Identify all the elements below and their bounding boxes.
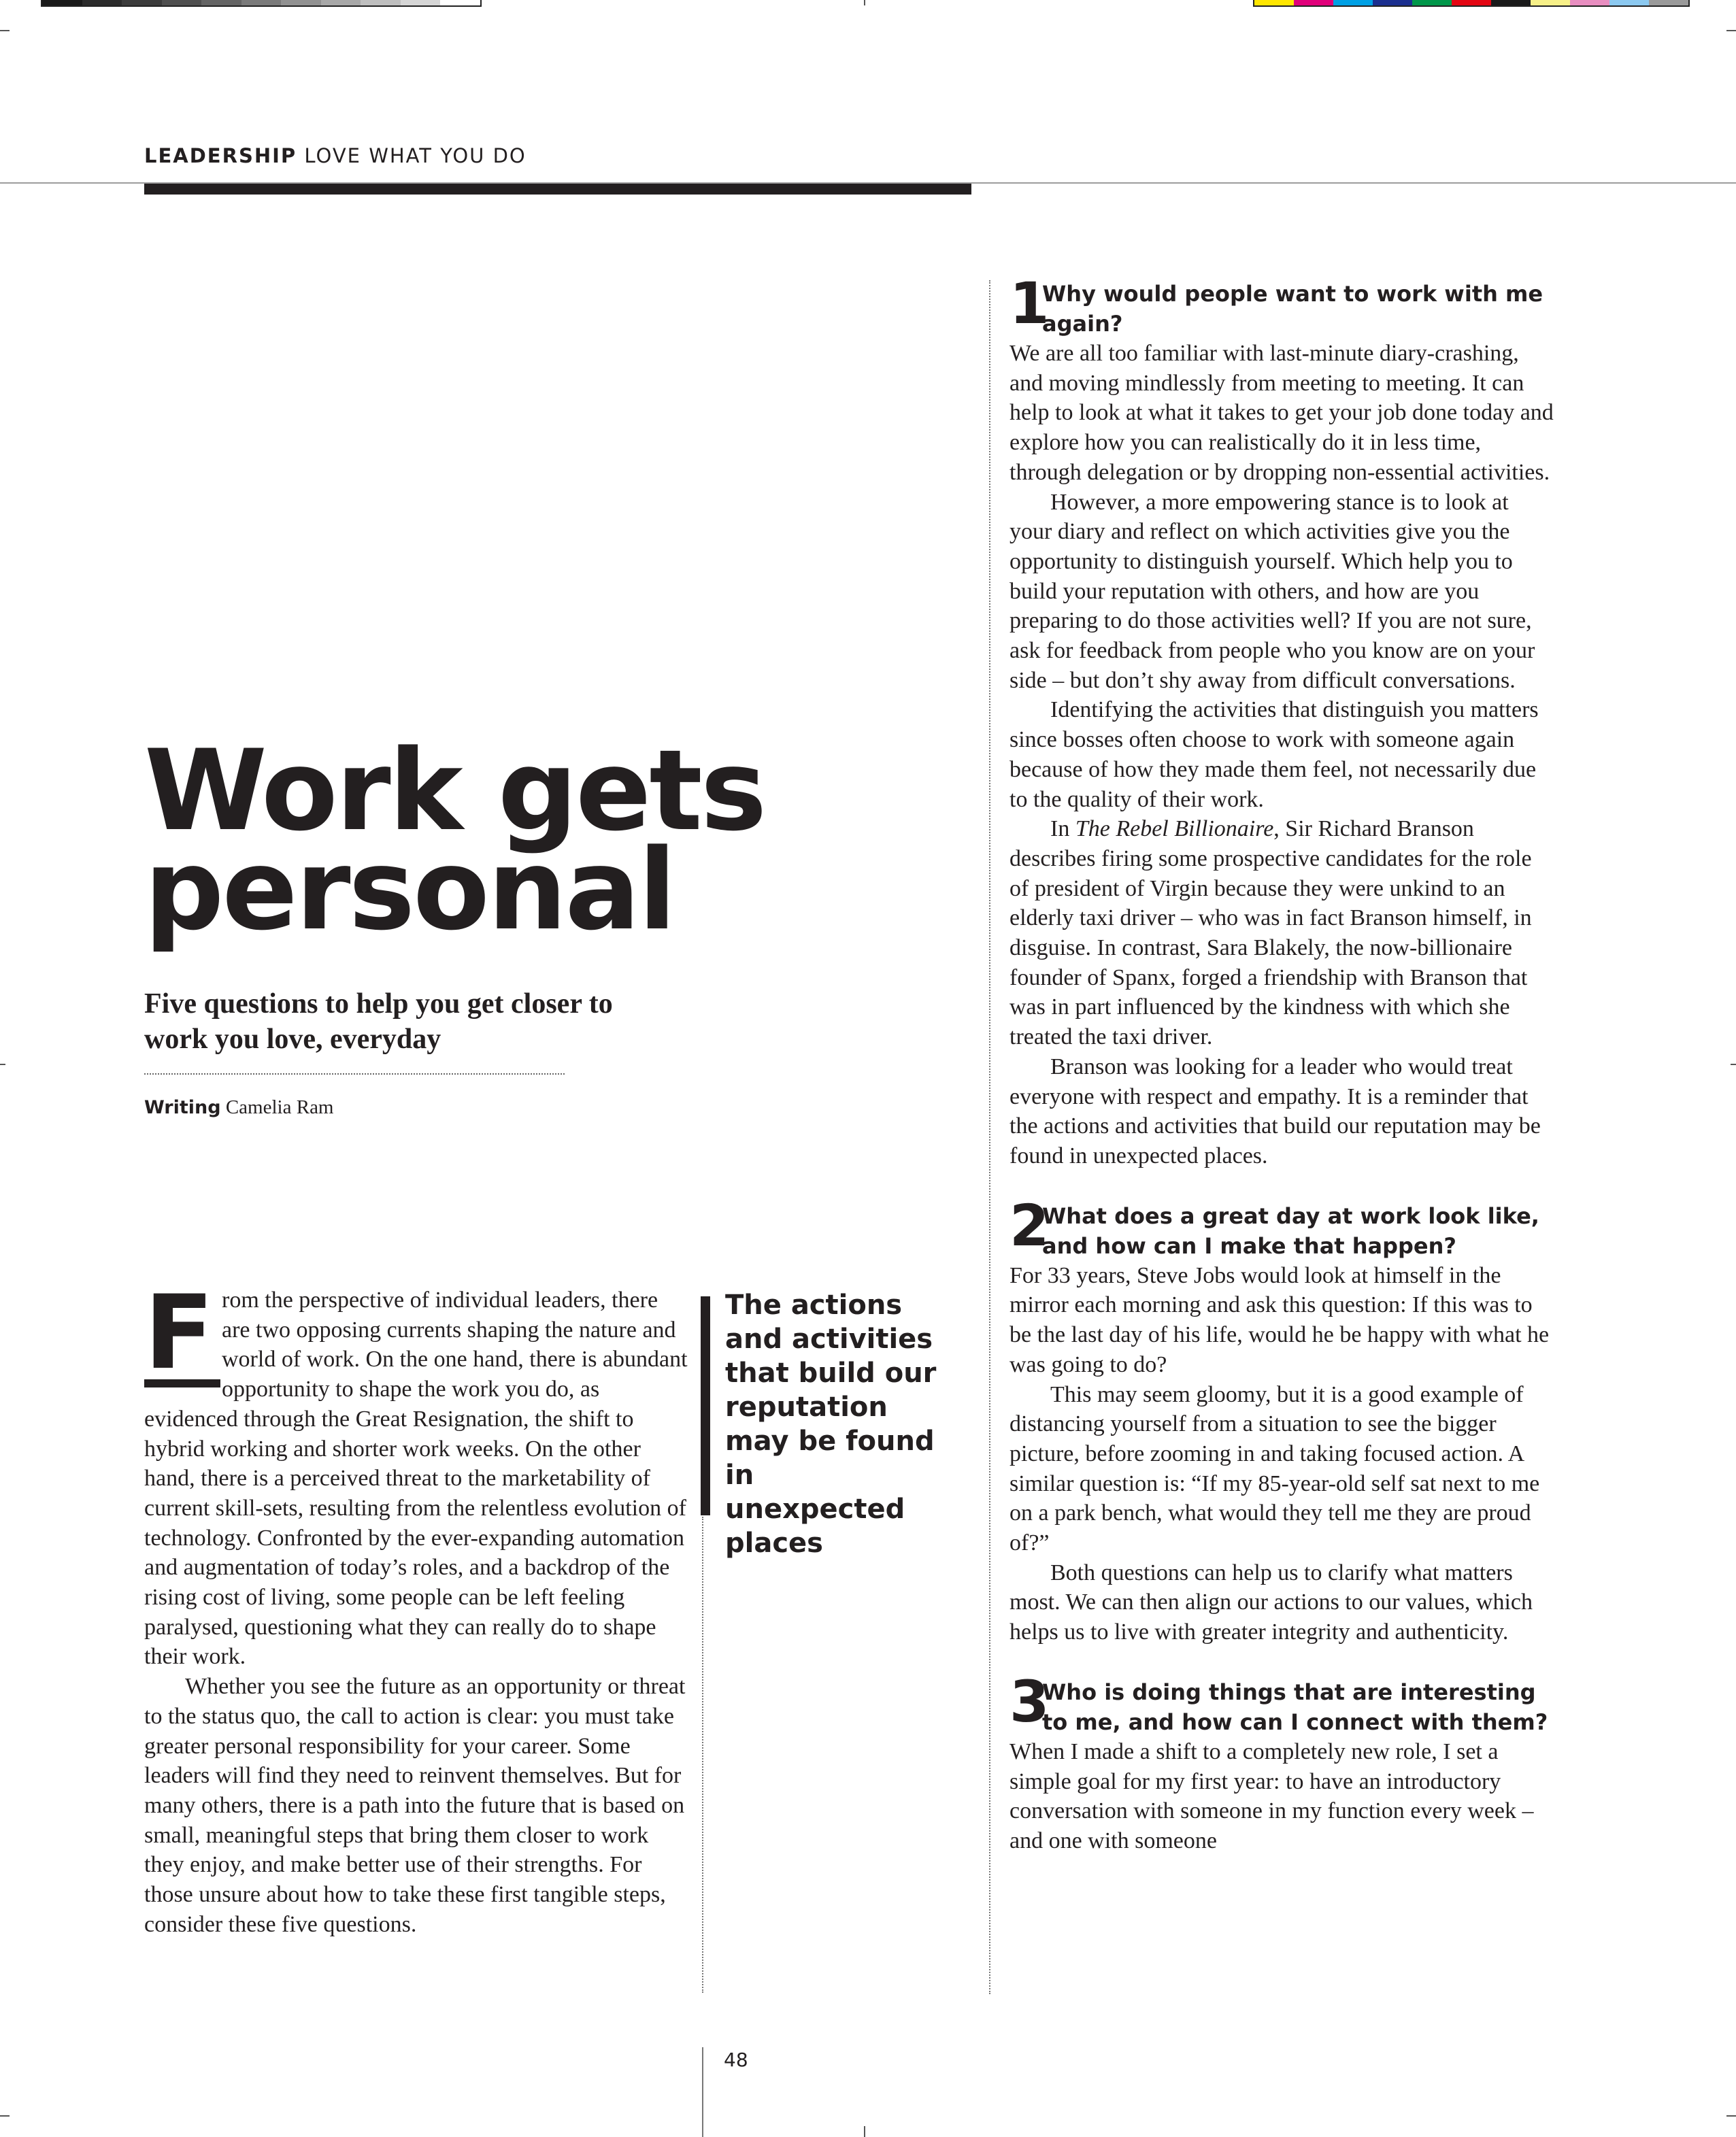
crop-mark: [864, 0, 865, 5]
color-bar-left: [41, 0, 482, 7]
question-1-paragraph: [1009, 814, 1554, 1052]
color-swatch: [162, 0, 202, 5]
crop-mark: [0, 1064, 5, 1065]
standfirst: Five questions to help you get closer to work you love, everyday: [144, 988, 613, 1055]
color-swatch: [1649, 0, 1688, 5]
color-swatch: [1294, 0, 1333, 5]
question-3-paragraph: When I made a shift to a completely new role, I set a simple goal for my first year: to have an introductory conversation with someone in my function every week – and one with someone: [1009, 1738, 1534, 1853]
section-label: LEADERSHIP: [144, 144, 297, 167]
question-2-heading: [1009, 1192, 1554, 1261]
question-number: 2: [1009, 1192, 1050, 1259]
title-line-1: Work gets: [144, 726, 765, 856]
question-1-paragraph: However, a more empowering stance is to look at your diary and reflect on which activities give you the opportunity to distinguish yourself. Which help you to build your reputation with others, and how are you preparing to do those activities well? If you are not sure, ask for feedback from people who you know are on your side – but don’t shy away from difficult conversations.: [1009, 489, 1535, 693]
dotted-divider: [144, 1073, 565, 1075]
question-text: Why would people want to work with me again?: [1042, 281, 1543, 337]
title-line-2: personal: [144, 825, 675, 955]
question-1-paragraph: We are all too familiar with last-minute diary-crashing, and moving mindlessly from meeting to meeting. It can help to look at what it takes to get your job done today and explore how you can realistically do it in less time, through delegation or by dropping non-essential activities.: [1009, 341, 1554, 485]
color-swatch: [1254, 0, 1294, 5]
crop-mark: [0, 2115, 10, 2117]
topic-label: LOVE WHAT YOU DO: [304, 144, 527, 167]
question-3-heading: [1009, 1668, 1554, 1737]
question-1-paragraph: Identifying the activities that distinguish you matters since bosses often choose to work with someone again because of how they made them feel, not necessarily due to the quality of their work.: [1009, 697, 1539, 812]
color-swatch: [241, 0, 282, 5]
byline: [144, 1096, 334, 1119]
crop-mark: [1726, 2115, 1736, 2117]
intro-paragraph-1-text: rom the perspective of individual leaders, there are two opposing currents shaping the nature and world of work. On the one hand, there is abundant opportunity to shape the work you do, as evidenced through the Great Resignation, the shift to hybrid working and shorter work weeks. On the other hand, there is a perceived threat to the marketability of current skill-sets, resulting from the relentless evolution of technology. Confronted by the ever-expanding automation and augmentation of today’s roles, and a backdrop of the rising cost of living, some people can be left feeling paralysed, questioning what they can really do to shape their work.: [144, 1288, 688, 1670]
color-swatch: [321, 0, 361, 5]
drop-cap: F: [144, 1288, 220, 1387]
crop-mark: [1726, 30, 1736, 31]
question-2-paragraph: For 33 years, Steve Jobs would look at himself in the mirror each morning and ask this question: If this was to be the last day of his life, would he be happy with what he was going to do?: [1009, 1262, 1550, 1377]
intro-paragraph-1: [144, 1274, 688, 1672]
color-swatch: [1531, 0, 1570, 5]
header-bar: [144, 184, 971, 195]
color-swatch: [1412, 0, 1452, 5]
pull-quote-bar: [701, 1296, 710, 1515]
color-bar-right: [1253, 0, 1690, 7]
question-number: 3: [1009, 1668, 1050, 1735]
color-swatch: [1333, 0, 1373, 5]
color-swatch: [401, 0, 441, 5]
questions-column: [1009, 270, 1554, 1856]
question-text: Who is doing things that are interesting to me, and how can I connect with them?: [1042, 1679, 1548, 1735]
crop-mark: [0, 30, 10, 31]
color-swatch: [361, 0, 401, 5]
crop-mark: [864, 2126, 865, 2137]
question-text: What does a great day at work look like, and how can I make that happen?: [1042, 1202, 1539, 1259]
color-swatch: [201, 0, 241, 5]
color-swatch: [122, 0, 162, 5]
text-run: In: [1050, 816, 1075, 842]
crop-mark: [1731, 1064, 1736, 1065]
color-swatch: [42, 0, 82, 5]
color-swatch: [440, 0, 480, 5]
color-swatch: [82, 0, 122, 5]
page-number: 48: [724, 2049, 748, 2071]
pull-quote: The actions and activities that build our reputation may be found in unexpected places: [725, 1290, 937, 1559]
running-head: [144, 144, 527, 167]
color-swatch: [1491, 0, 1531, 5]
text-run: , Sir Richard Branson describes firing some prospective candidates for the role of president of Virgin because they were unkind to an elderly taxi driver – who was in fact Branson himself, in disguise. In contrast, Sara Blakely, the now-billionaire founder of Spanx, forged a friendship with Branson that was in part influenced by the kindness with which she treated the taxi driver.: [1009, 816, 1532, 1050]
folio-rule: [702, 2047, 703, 2137]
question-1-paragraph: Branson was looking for a leader who would treat everyone with respect and empathy. It is a reminder that the actions and activities that build our reputation may be found in unexpected places.: [1009, 1054, 1541, 1168]
color-swatch: [281, 0, 321, 5]
column-divider: [989, 280, 990, 1994]
color-swatch: [1609, 0, 1649, 5]
color-swatch: [1570, 0, 1609, 5]
question-number: 1: [1009, 270, 1050, 337]
byline-author: Camelia Ram: [225, 1096, 334, 1118]
intro-column: [144, 1274, 688, 1939]
intro-paragraph-2: Whether you see the future as an opportunity or threat to the status quo, the call to action is clear: you must take greater personal responsibility for your career. Some leaders will find they need to reinvent themselves. But for many others, there is a path into the future that is based on small, meaningful steps that bring them closer to work they enjoy, and make better use of their strengths. For those unsure about how to take these first tangible steps, consider these five questions.: [144, 1674, 686, 1937]
book-title: The Rebel Billionaire: [1075, 816, 1274, 842]
question-1-heading: [1009, 270, 1554, 339]
color-swatch: [1452, 0, 1491, 5]
question-2-paragraph: Both questions can help us to clarify what matters most. We can then align our actions to our values, which helps us to live with greater integrity and authenticity.: [1009, 1560, 1533, 1645]
article-title: [144, 726, 824, 955]
byline-label: Writing: [144, 1097, 221, 1118]
column-divider: [702, 1517, 703, 1993]
color-swatch: [1373, 0, 1412, 5]
question-2-paragraph: This may seem gloomy, but it is a good example of distancing yourself from a situation to see the bigger picture, before zooming in and taking focused action. A similar question is: “If my 85-year-old self sat next to me on a park bench, what would they tell me they are proud of?”: [1009, 1381, 1540, 1556]
